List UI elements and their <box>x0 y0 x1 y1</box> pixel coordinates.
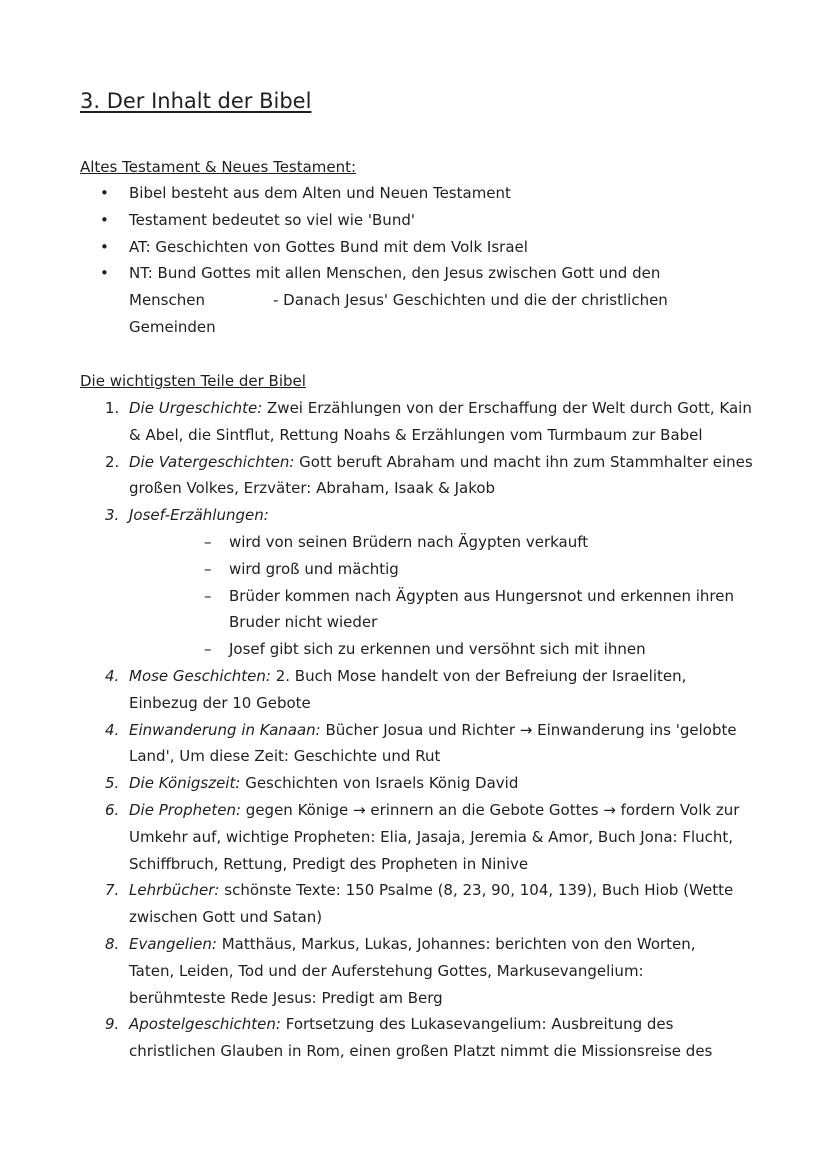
item-text: Matthäus, Markus, Lukas, Johannes: berichten von den Worten, Taten, Leiden, Tod und der Auferstehung Gottes, Markusevangelium: berühmteste Rede Jesus: Predigt am Berg <box>129 934 696 1007</box>
item-label: Apostelgeschichten: <box>129 1015 281 1034</box>
item-text: Fortsetzung des Lukasevangelium: Ausbreitung des christlichen Glauben in Rom, einen großen Platzt nimmt die Missionsreise des <box>129 1015 713 1061</box>
list-item <box>100 395 760 449</box>
item-number: 6. <box>105 800 120 819</box>
josef-sub-list <box>129 529 760 663</box>
sub-item-text: wird von seinen Brüdern nach Ägypten verkauft <box>229 532 589 551</box>
list-item <box>100 207 700 234</box>
item-label: Die Propheten: <box>129 800 242 819</box>
dash-mark: – <box>204 640 212 659</box>
item-label: Lehrbücher: <box>129 881 220 900</box>
list-item <box>100 770 760 797</box>
item-number: 9. <box>105 1015 120 1034</box>
item-number: 7. <box>105 881 120 900</box>
item-text: Geschichten von Israels König David <box>240 774 519 793</box>
sub-item-text: Brüder kommen nach Ägypten aus Hungersnot und erkennen ihren Bruder nicht wieder <box>229 586 734 632</box>
bible-parts-numbered-list <box>100 395 760 1065</box>
sub-list-item <box>129 583 760 637</box>
item-text: Zwei Erzählungen von der Erschaffung der Welt durch Gott, Kain & Abel, die Sintflut, Rettung Noahs & Erzählungen vom Turmbaum zur Babel <box>129 399 752 444</box>
list-item <box>100 797 760 877</box>
item-number: 8. <box>105 934 120 953</box>
item-text: 2. Buch Mose handelt von der Befreiung der Israeliten, Einbezug der 10 Gebote <box>129 666 687 712</box>
list-item <box>100 234 700 261</box>
list-item <box>100 260 700 340</box>
item-number: 2. <box>105 452 120 471</box>
item-text: gegen Könige → erinnern an die Gebote Gottes → fordern Volk zur Umkehr auf, wichtige Propheten: Elia, Jasaja, Jeremia & Amor, Buch Jona: Flucht, Schiffbruch, Rettung, Predigt des Propheten in Ninive <box>129 800 740 873</box>
item-label: Einwanderung in Kanaan: <box>129 720 321 739</box>
page-title: 3. Der Inhalt der Bibel <box>80 89 312 113</box>
item-label: Die Königszeit: <box>129 774 241 793</box>
list-item <box>100 717 760 771</box>
list-item <box>100 180 700 207</box>
item-text: Gott beruft Abraham und macht ihn zum Stammhalter eines großen Volkes, Erzväter: Abraham, Isaak & Jakob <box>129 452 753 498</box>
item-label: Mose Geschichten: <box>129 666 271 685</box>
item-text: schönste Texte: 150 Psalme (8, 23, 90, 104, 139), Buch Hiob (Wette zwischen Gott und Satan) <box>129 881 734 927</box>
list-item <box>100 1011 760 1065</box>
list-item <box>100 663 699 717</box>
testament-bullet-list <box>100 180 700 341</box>
sub-list-item <box>129 529 760 556</box>
item-number: 1. <box>105 399 120 417</box>
section-heading-testaments: Altes Testament & Neues Testament: <box>80 158 357 176</box>
list-item-text: AT: Geschichten von Gottes Bund mit dem Volk Israel <box>129 237 528 256</box>
list-item <box>100 502 760 663</box>
item-label: Josef-Erzählungen: <box>129 506 269 525</box>
bullet-mark: • <box>100 237 109 256</box>
list-item <box>100 449 760 503</box>
item-label: Die Urgeschichte: <box>129 399 263 417</box>
bullet-mark: • <box>100 264 109 283</box>
item-text: Bücher Josua und Richter → Einwanderung ins 'gelobte Land', Um diese Zeit: Geschichte und Rut <box>129 720 737 766</box>
item-number: 3. <box>105 506 120 525</box>
sub-list-item <box>129 636 760 663</box>
dash-mark: – <box>204 559 212 578</box>
sub-list-item <box>129 556 760 583</box>
sub-item-text: Josef gibt sich zu erkennen und versöhnt sich mit ihnen <box>229 640 646 659</box>
sub-item-text: wird groß und mächtig <box>229 559 399 578</box>
dash-mark: – <box>204 586 212 605</box>
section-heading-bible-parts: Die wichtigsten Teile der Bibel <box>80 372 306 390</box>
list-item <box>100 931 699 1011</box>
item-number: 4. <box>105 666 120 685</box>
list-item <box>100 877 760 931</box>
dash-mark: – <box>204 532 212 551</box>
list-item-text: Testament bedeutet so viel wie 'Bund' <box>129 210 415 229</box>
list-item-text-continued: - Danach Jesus' Geschichten und die der christlichen Gemeinden <box>129 291 668 336</box>
list-item-text: Bibel besteht aus dem Alten und Neuen Testament <box>129 184 511 202</box>
item-number: 5. <box>105 774 120 793</box>
list-item-text: NT: Bund Gottes mit allen Menschen, den Jesus zwischen Gott und den Menschen <box>129 264 661 310</box>
bullet-mark: • <box>100 184 109 202</box>
item-label: Die Vatergeschichten: <box>129 452 295 471</box>
item-label: Evangelien: <box>129 934 217 953</box>
item-number: 4. <box>105 720 120 739</box>
bullet-mark: • <box>100 210 109 229</box>
